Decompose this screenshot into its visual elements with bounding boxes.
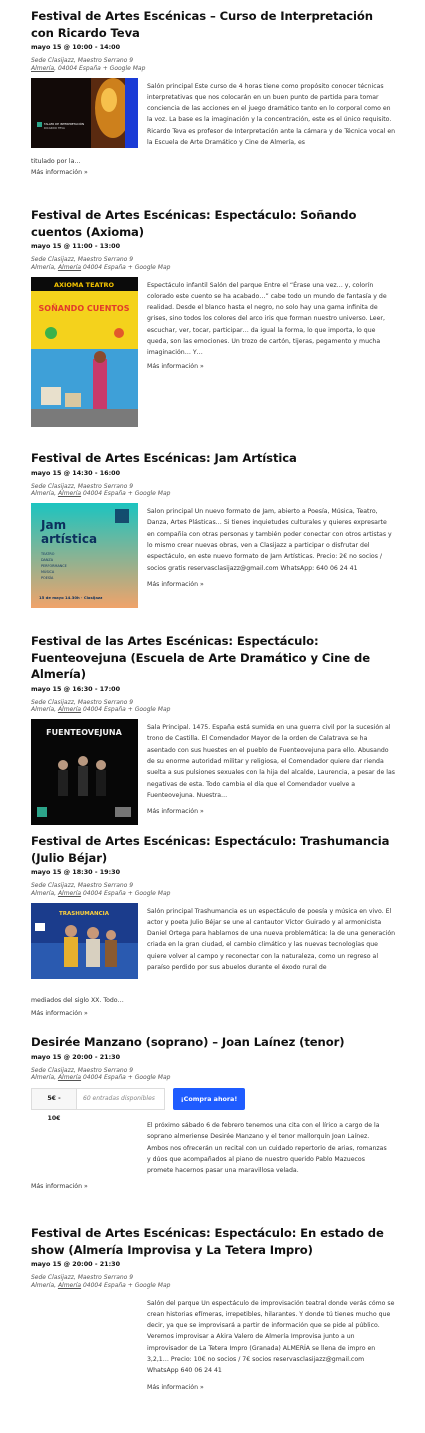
- event-venue: Sede Clasijazz, Maestro Serrano 9 Almería, Almería 04004 España + Google Map: [31, 1274, 171, 1289]
- google-map-link[interactable]: 04004 España + Google Map: [57, 64, 146, 72]
- svg-text:TRASHUMANCIA: TRASHUMANCIA: [59, 910, 109, 917]
- google-map-link[interactable]: 04004 España + Google Map: [82, 889, 171, 897]
- event-description: Salón del parque Un espectáculo de improvisación teatral donde verás cómo se crean historias efímeras, irrepetibles, hilarantes. Y donde tú tienes mucho que decir, ya que se improvisará a partir de información que se pide al público. Veremos improvisar a Akira Valero de Almería Improvisa junto a un improvisador de La Tetera Impro (Granada) ALMERÍA se llena de impro en 3,2,1… Precio: 10€ no socios / 7€ socios reservasclasijazz@gmail.com WhatsApp 640 06 24 41 Más información »: [147, 1298, 395, 1393]
- more-info-link[interactable]: Más información »: [31, 1182, 88, 1190]
- svg-text:DANZA: DANZA: [41, 558, 54, 563]
- more-info-link[interactable]: Más información »: [31, 168, 88, 176]
- event-item: [31, 450, 395, 619]
- ticket-price: 5€ - 10€: [31, 1088, 77, 1110]
- event-description: Salón principal Este curso de 4 horas tiene como propósito conocer técnicas interpretativas que nos colocarán en un buen punto de partida para tomar conciencia de las acciones en el juego dramático tanto en lo corporal como en la voz. La base es la imaginación y la concentración, este es el único requisito. Ricardo Teva es profesor de Interpretación ante la cámara y de Técnica vocal en la Escuela de Arte Dramático y Cine de Almería, es: [147, 82, 396, 147]
- event-venue: Sede Clasijazz, Maestro Serrano 9 Almería, Almería 04004 España + Google Map: [31, 1066, 171, 1082]
- event-datetime: mayo 15 @ 10:00 - 14:00: [31, 43, 121, 51]
- venue-city-link[interactable]: Almería: [57, 706, 82, 714]
- venue-city-link[interactable]: Almería: [31, 64, 55, 72]
- event-description: El próximo sábado 6 de febrero tenemos una cita con el lírico a cargo de la soprano almeriense Desirée Manzano y el tenor mallorquín Joan Laínez. Ambos nos ofrecerán un recital con un cuidado repertorio de arias, romanzas y dúos que acompañados al piano de nuestro querido Pablo Mazuecos promete hacernos pasar una maravillosa velada.: [147, 1122, 387, 1175]
- event-title[interactable]: Festival de Artes Escénicas – Curso de Interpretación con Ricardo Teva: [31, 9, 373, 40]
- venue-city-link[interactable]: Almería: [57, 490, 82, 498]
- event-title[interactable]: Festival de Artes Escénicas: Espectáculo: Soñando cuentos (Axioma): [31, 208, 357, 239]
- event-datetime: mayo 15 @ 14:30 - 16:00: [31, 468, 121, 477]
- venue-city-link[interactable]: Almería: [57, 889, 82, 897]
- google-map-link[interactable]: 04004 España + Google Map: [82, 1074, 171, 1082]
- event-image[interactable]: [31, 277, 138, 427]
- more-info-link[interactable]: Más información »: [147, 1383, 204, 1391]
- event-item: [31, 1225, 395, 1393]
- ticket-box: [31, 1088, 245, 1123]
- event-datetime: mayo 15 @ 11:00 - 13:00: [31, 242, 121, 250]
- google-map-link[interactable]: 04004 España + Google Map: [82, 263, 171, 271]
- event-item: [31, 1034, 395, 1190]
- event-image[interactable]: [31, 503, 138, 608]
- event-venue: Sede Clasijazz, Maestro Serrano 9 Almería, 04004 España + Google Map: [31, 57, 146, 72]
- event-description-tail: titulado por la…: [31, 157, 81, 165]
- svg-text:AXIOMA TEATRO: AXIOMA TEATRO: [53, 280, 115, 289]
- event-title[interactable]: Festival de las Artes Escénicas: Espectáculo: Fuenteovejuna (Escuela de Arte Dramático y Cine de Almería): [31, 634, 370, 681]
- more-info-link[interactable]: Más información »: [31, 1009, 88, 1017]
- svg-text:FUENTEOVEJUNA: FUENTEOVEJUNA: [46, 728, 122, 738]
- event-title[interactable]: Festival de Artes Escénicas: Espectáculo: En estado de show (Almería Improvisa y La Tetera Impro): [31, 1226, 384, 1257]
- event-image[interactable]: [31, 719, 138, 825]
- more-info-link[interactable]: Más información »: [147, 808, 204, 816]
- google-map-link[interactable]: 04004 España + Google Map: [82, 1281, 171, 1289]
- svg-text:MÚSICA: MÚSICA: [41, 570, 55, 575]
- svg-text:artística: artística: [41, 532, 98, 547]
- event-image[interactable]: [31, 78, 138, 148]
- event-description: Sala Principal. 1475. España está sumida en una guerra civil por la sucesión al trono de Castilla. El Comendador Mayor de la orden de Calatrava se ha asentado con sus huestes en el pueblo de Fuenteovejuna para ello. Abusando de su enorme autoridad militar y religiosa, el Comendador quiere dar rienda suelta a sus pulsiones sexuales con la hija del alcalde, Laurencia, a pesar de las negativas de esta. Todo cambia el día que el Comendador vuelve a Fuenteovejuna. Nuestra… Más información »: [147, 722, 395, 817]
- buy-now-button[interactable]: ¡Compra ahora!: [173, 1088, 245, 1110]
- google-map-link[interactable]: 04004 España + Google Map: [82, 490, 171, 498]
- event-description: Salón principal Trashumancia es un espectáculo de poesía y música en vivo. El actor y poeta Julio Béjar se une al cantautor Víctor Guirado y al armonicista Daniel Ortega para hablarnos de una nueva problemática: la de una generación criada en la gran ciudad, el cambio climático y las nuevas tecnologías que quiere volver al campo y reconectar con la naturaleza, como un regreso al paraíso perdido por sus abuelos durante el éxodo rural de: [147, 907, 396, 972]
- event-item: [31, 633, 395, 845]
- svg-text:Jam: Jam: [41, 518, 67, 533]
- event-datetime: mayo 15 @ 20:00 - 21:30: [31, 1260, 121, 1268]
- venue-city-link[interactable]: Almería: [57, 1281, 82, 1289]
- event-datetime: mayo 15 @ 16:30 - 17:00: [31, 684, 121, 693]
- event-title[interactable]: Desirée Manzano (soprano) – Joan Laínez (tenor): [31, 1035, 345, 1049]
- event-title[interactable]: Festival de Artes Escénicas: Espectáculo: Trashumancia (Julio Béjar): [31, 834, 390, 865]
- svg-text:RICARDO TEVA: RICARDO TEVA: [44, 125, 65, 130]
- svg-text:POESÍA: POESÍA: [41, 576, 54, 581]
- venue-city-link[interactable]: Almería: [57, 263, 82, 271]
- event-item: [31, 8, 395, 176]
- event-item: [31, 833, 395, 1017]
- event-description-tail: mediados del siglo XX. Todo…: [31, 996, 124, 1004]
- venue-city-link[interactable]: Almería: [57, 1074, 82, 1082]
- more-info-link[interactable]: Más información »: [147, 580, 204, 588]
- event-item: [31, 207, 395, 429]
- event-datetime: mayo 15 @ 20:00 - 21:30: [31, 1052, 121, 1061]
- event-venue: Sede Clasijazz, Maestro Serrano 9 Almería, Almería 04004 España + Google Map: [31, 256, 171, 271]
- more-info-link[interactable]: Más información »: [147, 362, 204, 370]
- event-description: Salon principal Un nuevo formato de Jam, abierto a Poesía, Música, Teatro, Danza, Artes Plásticas… Si tienes inquietudes culturales y quieres expresarte en compañía con otras personas y también poder conectar con otros artistas y lo mismo crear nuevas obras, ven a Clasijazz a participar o disfrutar del espectáculo, en este nuevo formato de Jam Artísticas. Precio: 2€ no socios / socios gratis reservasclasijazz@gmail.com WhatsApp: 640 06 24 41 Más información »: [147, 506, 395, 590]
- google-map-link[interactable]: 04004 España + Google Map: [82, 706, 171, 714]
- svg-text:TALLER DE INTERPRETACIÓN: TALLER DE INTERPRETACIÓN: [44, 121, 85, 126]
- event-title[interactable]: Festival de Artes Escénicas: Jam Artística: [31, 451, 297, 465]
- ticket-availability: 60 entradas disponibles: [77, 1088, 165, 1110]
- event-description: Espectáculo infantil Salón del parque Entre el “Érase una vez… y, colorín colorado este cuento se ha acabado…” cabe todo un mundo de fantasía y de realidad. Desde el blanco hasta el negro, no solo hay una gama infinita de grises, sino todos los colores del arco iris que forman nuestro universo. Leer, escuchar, ver, tocar, participar… da igual la forma, lo que importa, lo que queda, son las emociones. Un trozo de cartón, tijeras, pegamento y mucha imaginación… Y… Más información »: [147, 280, 392, 372]
- event-venue: Sede Clasijazz, Maestro Serrano 9 Almería, Almería 04004 España + Google Map: [31, 482, 171, 498]
- svg-text:TEATRO: TEATRO: [41, 552, 55, 557]
- event-image[interactable]: [31, 903, 138, 979]
- event-datetime: mayo 15 @ 18:30 - 19:30: [31, 868, 121, 876]
- svg-text:15 de mayo 14.30h · Clasijazz: 15 de mayo 14.30h · Clasijazz: [39, 595, 103, 601]
- svg-text:SOÑANDO CUENTOS: SOÑANDO CUENTOS: [38, 303, 130, 313]
- event-venue: Sede Clasijazz, Maestro Serrano 9 Almería, Almería 04004 España + Google Map: [31, 882, 171, 897]
- svg-text:PERFORMANCE: PERFORMANCE: [41, 564, 67, 569]
- event-venue: Sede Clasijazz, Maestro Serrano 9 Almería, Almería 04004 España + Google Map: [31, 698, 171, 714]
